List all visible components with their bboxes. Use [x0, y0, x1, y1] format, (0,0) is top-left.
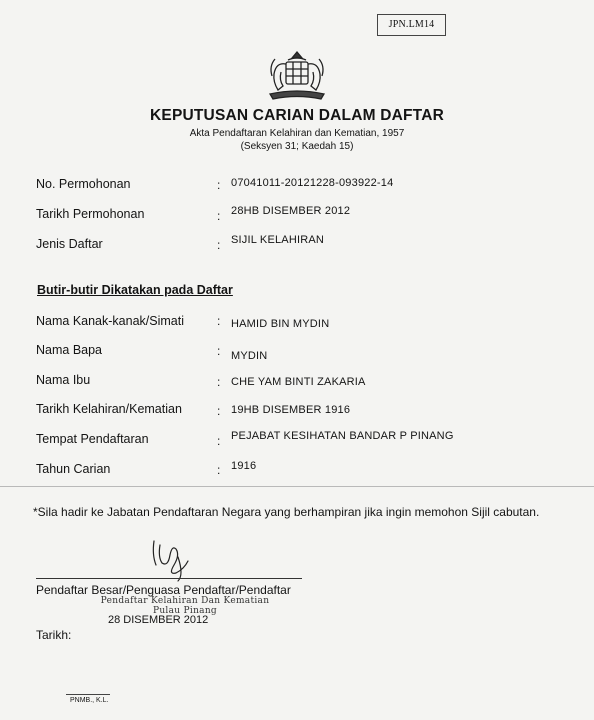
field-colon: : [217, 238, 221, 252]
father-name-value: MYDIN [231, 350, 268, 362]
handwritten-signature [148, 535, 200, 583]
registrar-title: Pendaftar Besar/Penguasa Pendaftar/Pendaftar [36, 583, 291, 597]
application-number-label: No. Permohonan [36, 177, 131, 191]
field-colon: : [217, 404, 221, 418]
registration-place-value: PEJABAT KESIHATAN BANDAR P PINANG [231, 430, 454, 442]
printer-code: PNMB., K.L. [70, 697, 109, 704]
field-colon: : [217, 463, 221, 477]
field-colon: : [217, 375, 221, 389]
register-type-label: Jenis Daftar [36, 237, 103, 251]
application-date-label: Tarikh Permohonan [36, 207, 145, 221]
stamp-date: 28 DISEMBER 2012 [108, 614, 209, 626]
form-reference-code: JPN.LM14 [377, 14, 446, 36]
particulars-heading: Butir-butir Dikatakan pada Daftar [37, 283, 233, 297]
child-deceased-name-value: HAMID BIN MYDIN [231, 318, 330, 330]
coat-of-arms-icon [266, 50, 328, 102]
field-colon: : [217, 209, 221, 223]
office-stamp-line-2: Pulau Pinang [152, 606, 217, 616]
field-colon: : [217, 434, 221, 448]
mother-name-label: Nama Ibu [36, 373, 91, 387]
field-colon: : [217, 344, 221, 358]
child-deceased-name-label: Nama Kanak-kanak/Simati [36, 314, 184, 328]
document-title: KEPUTUSAN CARIAN DALAM DAFTAR [150, 107, 444, 124]
notice-text: *Sila hadir ke Jabatan Pendaftaran Negara yang berhampiran jika ingin memohon Sijil cabutan. [33, 505, 540, 519]
field-colon: : [217, 314, 221, 328]
date-label: Tarikh: [36, 628, 72, 642]
application-number-value: 07041011-20121228-093922-14 [231, 177, 394, 189]
register-type-value: SIJIL KELAHIRAN [231, 234, 325, 246]
application-date-value: 28HB DISEMBER 2012 [231, 205, 351, 217]
act-reference: Akta Pendaftaran Kelahiran dan Kematian, 1957 [189, 128, 405, 139]
office-stamp-line-1: Pendaftar Kelahiran Dan Kematian [100, 596, 270, 606]
birth-death-date-value: 19HB DISEMBER 1916 [231, 404, 351, 416]
footer-line [66, 694, 110, 695]
fold-divider [0, 486, 594, 487]
search-year-value: 1916 [231, 460, 257, 472]
mother-name-value: CHE YAM BINTI ZAKARIA [231, 376, 366, 388]
signature-line [36, 578, 302, 579]
field-colon: : [217, 178, 221, 192]
registration-place-label: Tempat Pendaftaran [36, 432, 149, 446]
birth-death-date-label: Tarikh Kelahiran/Kematian [36, 402, 182, 416]
father-name-label: Nama Bapa [36, 343, 103, 357]
search-year-label: Tahun Carian [36, 462, 111, 476]
section-reference: (Seksyen 31; Kaedah 15) [240, 141, 354, 152]
